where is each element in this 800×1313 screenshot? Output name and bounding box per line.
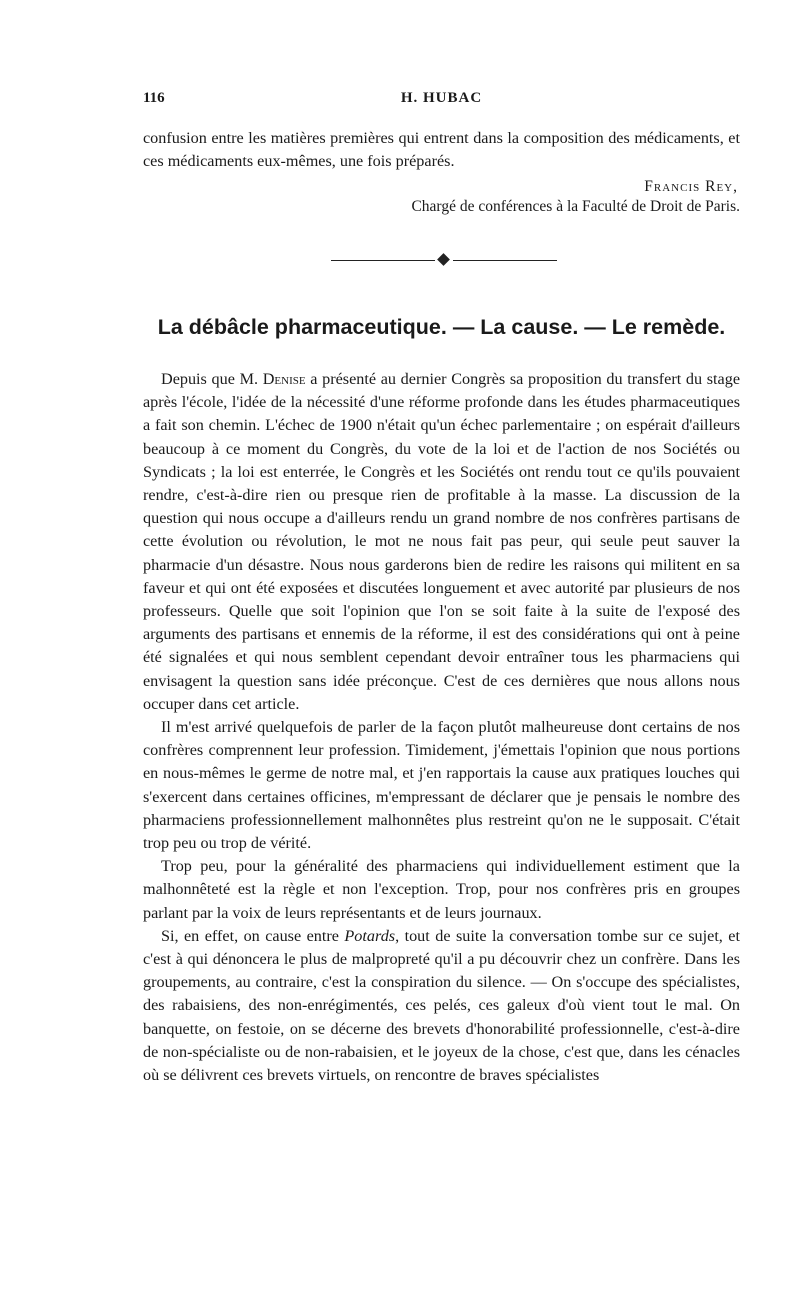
person-name: Denise [262, 370, 306, 388]
paragraph-text: Si, en effet, on cause entre [161, 926, 345, 945]
section-divider-ornament [331, 255, 557, 267]
article-paragraph: Trop peu, pour la généralité des pharmaciens qui individuellement estiment que la malhonnêteté est la règle et non l'exception. Trop, pour nos confrères pris en groupes parlant par la voix de leurs représentants et de leurs journaux. [143, 857, 740, 922]
divider-line-left [331, 260, 435, 261]
paragraph-text: Depuis que M. [161, 370, 263, 388]
italic-term: Potards [344, 926, 396, 945]
article-paragraph: Il m'est arrivé quelquefois de parler de la façon plutôt malheureuse dont certains de nos confrères comprennent leur profession. Timidement, j'émettais l'opinion que nous portions en nous-mêmes le germe de notre mal, et j'en rapportais la cause aux pratiques louches qui s'exercent dans certaines officines, m'empressant de déclarer que je pensais le nombre des pharmaciens professionnellement malhonnêtes plus restreint qu'on ne le supposait. C'était trop peu ou trop de vérité. [143, 718, 740, 853]
page-header [143, 90, 740, 112]
article-body [143, 368, 740, 1087]
article-paragraph [143, 925, 740, 1087]
paragraph-text: , tout de suite la conversation tombe sur ce sujet, et c'est à qui dénoncera le plus de malpropreté qu'il a pu découvrir chez un confrère. Dans les groupements, au contraire, c'est la conspiration du silence. — On s'occupe des spécialistes, des rabaisiens, des non-enrégimentés, ces pelés, ces galeux d'où vient tout le mal. On banquette, on festoie, on se décerne des brevets d'honorabilité professionnelle, c'est-à-dire de non-spécialiste ou de non-rabaisien, et le joyeux de la chose, c'est que, dans les cénacles où se délivrent ces brevets virtuels, on rencontre de braves spécialistes [143, 926, 740, 1085]
running-title: H. HUBAC [400, 90, 483, 106]
article-paragraph [143, 368, 740, 716]
article-title: La débâcle pharmaceutique. — La cause. — Le remède. [157, 315, 726, 339]
signature-role: Chargé de conférences à la Faculté de Droit de Paris. [411, 198, 740, 215]
divider-line-right [453, 260, 557, 261]
intro-paragraph: confusion entre les matières premières qui entrent dans la composition des médicaments, et ces médicaments eux-mêmes, une fois préparés. [143, 129, 740, 171]
signature-name: Francis Rey, [644, 178, 738, 195]
page-number: 116 [143, 90, 165, 106]
paragraph-text: a présenté au dernier Congrès sa proposition du transfert du stage après l'école, l'idée de la nécessité d'une réforme profonde dans les études pharmaceutiques a fait son chemin. L'échec de 1900 n'était qu'un échec parlementaire ; on espérait d'ailleurs beaucoup à ce moment du Congrès, du vote de la loi et de l'action de nos Sociétés ou Syndicats ; la loi est enterrée, le Congrès et les Sociétés ont rendu tout ce qu'ils pouvaient rendre, c'est-à-dire rien ou presque rien de profitable à la masse. La discussion de la question qui nous occupe a d'ailleurs rendu un grand nombre de nos confrères partisans de cette évolution ou révolution, le mot ne nous fait pas peur, qui seule peut sauver la pharmacie d'un désastre. Nous nous garderons bien de redire les raisons qui militent en sa faveur et qui ont été exposées et discutées longuement et avec autorité par plusieurs de nos professeurs. Quelle que soit l'opinion que l'on se soit faite à la suite de l'exposé des arguments des partisans et ennemis de la réforme, il est des considérations qui ont à peine été signalées et qui nous semblent cependant devoir entraîner tous les pharmaciens qui envisagent la question sans idée préconçue. C'est de ces dernières que nous allons nous occuper dans cet article. [143, 370, 741, 713]
diamond-ornament-icon [437, 253, 450, 266]
